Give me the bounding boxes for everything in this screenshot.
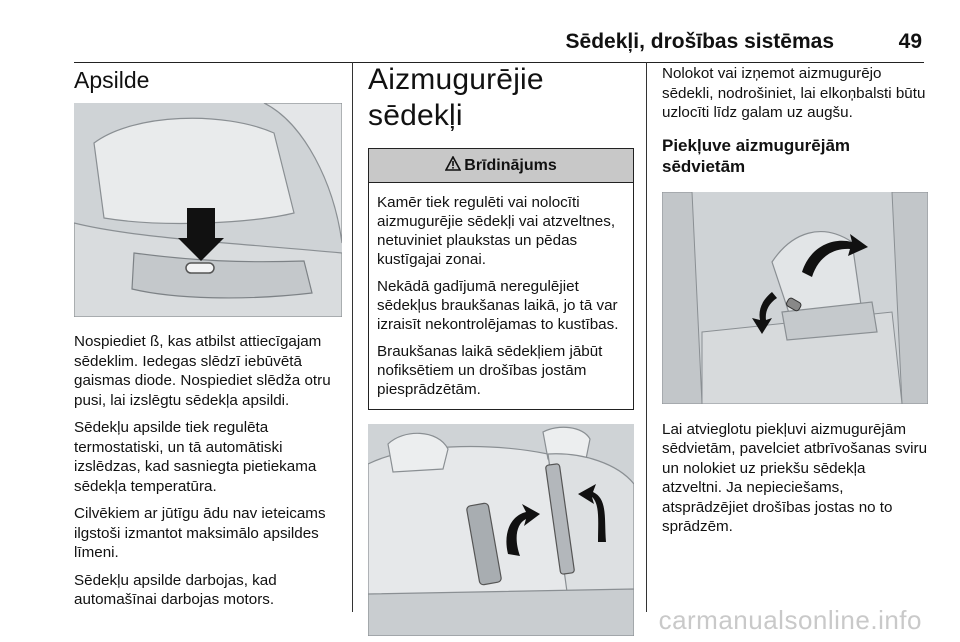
heading-rear-access: Piekļuve aizmugurējām sēdvietām	[662, 135, 851, 176]
seat-heating-drawing	[74, 103, 342, 317]
warning-triangle-icon	[445, 156, 461, 176]
paragraph: Nospiediet ß, kas atbilst attiecīgajam sēdeklim. Iedegas slēdzī iebūvētā gaismas diode. Nospiediet slēdža otru pusi, lai izslēgtu sēdekļa apsildi.	[74, 333, 331, 409]
rear-access-drawing	[662, 192, 928, 404]
warning-box	[368, 148, 634, 410]
seat-heating-illustration	[74, 103, 342, 317]
column-heating	[74, 62, 342, 618]
rear-seat-fold-illustration	[368, 424, 634, 636]
paragraph: Cilvēkiem ar jūtīgu ādu nav ieteicams ilgstoši izmantot maksimālo apsildes līmeni.	[74, 505, 326, 561]
paragraph: Sēdekļu apsilde tiek regulēta termostatiski, un tā automātiski izslēdzas, kad sasniegta pietiekama sēdekļa temperatūra.	[74, 419, 317, 495]
column-rear-access	[662, 62, 928, 545]
column-divider	[352, 62, 353, 612]
rear-seat-drawing	[368, 424, 634, 636]
rear-access-illustration	[662, 192, 928, 404]
column-rear-seats	[368, 62, 634, 636]
heading-heating: Apsilde	[74, 67, 150, 93]
warning-paragraph: Kamēr tiek regulēti vai nolocīti aizmugurējie sēdekļi vai atzveltnes, netuviniet plaukstas un pēdas kustīgajai zonai.	[377, 194, 616, 268]
paragraph: Lai atvieglotu piekļuvi aizmugurējām sēdvietām, pavelciet atbrīvošanas sviru un nolokiet uz priekšu sēdekļa atzveltni. Ja nepieciešams, atsprādzējiet drošības jostas no to sprādzēm.	[662, 420, 928, 535]
page-header	[0, 22, 960, 62]
warning-paragraph: Braukšanas laikā sēdekļiem jābūt nofiksētiem un drošības jostām piesprādzētām.	[377, 343, 603, 398]
warning-header	[369, 149, 633, 183]
heading-rear-seats: Aizmugurējie sēdekļi	[368, 63, 544, 132]
paragraph: Sēdekļu apsilde darbojas, kad automašīnai darbojas motors.	[74, 571, 277, 608]
page-number: 49	[898, 30, 922, 53]
column-divider	[646, 62, 647, 612]
paragraph: Nolokot vai izņemot aizmugurējo sēdekli, nodrošiniet, lai elkoņbalsti būtu uzlocīti līdz galam uz augšu.	[662, 65, 926, 121]
warning-paragraph: Nekādā gadījumā neregulējiet sēdekļus braukšanas laikā, jo tā var izraisīt nekontrolējamas to kustības.	[377, 278, 619, 333]
section-title: Sēdekļi, drošības sistēmas	[565, 30, 834, 53]
watermark: carmanualsonline.info	[658, 605, 922, 635]
warning-title: Brīdinājums	[464, 156, 557, 174]
